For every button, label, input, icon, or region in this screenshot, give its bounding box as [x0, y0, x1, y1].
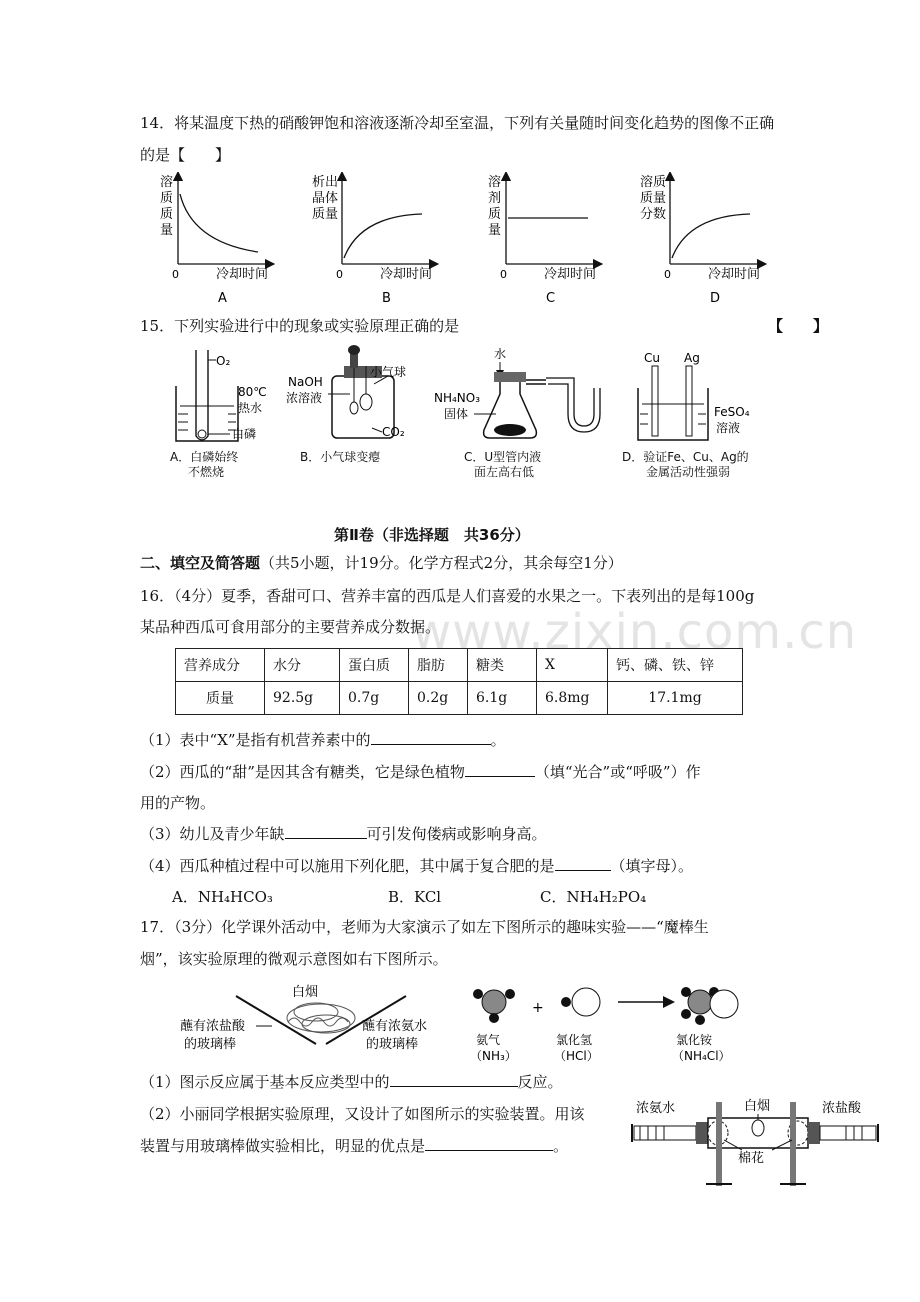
svg-text:热水: 热水: [238, 401, 263, 415]
origin-label: 0: [172, 268, 179, 281]
svg-text:蘸有浓氨水: 蘸有浓氨水: [362, 1019, 428, 1034]
tube-apparatus: [626, 1096, 890, 1188]
svg-text:氯化铵: 氯化铵: [676, 1033, 713, 1047]
svg-text:Cu: Cu: [644, 351, 660, 365]
table-cell: 质量: [176, 682, 265, 715]
graph-letter: B: [382, 291, 391, 306]
q16-stem-line2: 某品种西瓜可食用部分的主要营养成分数据。: [140, 618, 441, 636]
ammonium-chloride-molecule: [681, 987, 738, 1025]
graph-letter: A: [218, 291, 227, 306]
svg-text:溶液: 溶液: [716, 421, 741, 435]
answer-blank[interactable]: [371, 730, 491, 745]
table-cell: 水分: [265, 649, 340, 682]
table-cell: 脂肪: [409, 649, 468, 682]
svg-text:浓氨水: 浓氨水: [636, 1101, 676, 1116]
q16-sub3: （3）幼儿及青少年缺 可引发佝偻病或影响身高。: [140, 825, 547, 843]
table-cell: 6.1g: [468, 682, 537, 715]
table-cell: 6.8mg: [537, 682, 608, 715]
svg-text:+: +: [532, 1000, 544, 1016]
q15-stem: 15．下列实验进行中的现象或实验原理正确的是: [140, 317, 460, 335]
q15-caption-d1: D．验证Fe、Cu、Ag的: [622, 450, 749, 464]
svg-text:小气球: 小气球: [370, 365, 407, 379]
svg-text:水: 水: [494, 347, 507, 361]
y-label: 剂: [488, 191, 502, 206]
svg-text:蘸有浓盐酸: 蘸有浓盐酸: [180, 1019, 246, 1034]
curve: [672, 214, 750, 258]
y-label: 溶: [488, 175, 502, 190]
table-cell: 0.7g: [340, 682, 409, 715]
origin-label: 0: [664, 268, 671, 281]
y-label: 分数: [640, 207, 667, 222]
svg-text:80℃: 80℃: [238, 385, 267, 399]
table-cell: 蛋白质: [340, 649, 409, 682]
q14-stem-line1: 14．将某温度下热的硝酸钾饱和溶液逐渐冷却至室温，下列有关量随时间变化趋势的图像不正确: [140, 114, 775, 132]
x-label: 冷却时间: [216, 267, 269, 282]
answer-blank[interactable]: [555, 856, 611, 871]
y-label: 量: [488, 223, 502, 238]
q16-sub2-line2: 用的产物。: [140, 794, 216, 812]
graph-d: [640, 174, 762, 306]
svg-text:FeSO₄: FeSO₄: [714, 405, 750, 419]
q16-sub4: （4）西瓜种植过程中可以施用下列化肥，其中属于复合肥的是 （填字母）。: [140, 857, 694, 875]
svg-text:的玻璃棒: 的玻璃棒: [366, 1037, 419, 1052]
x-label: 冷却时间: [380, 267, 433, 282]
svg-text:（NH₄Cl）: （NH₄Cl）: [672, 1049, 731, 1063]
q15-bracket: 【 】: [768, 317, 829, 335]
svg-text:固体: 固体: [444, 407, 469, 421]
table-cell: X: [537, 649, 608, 682]
svg-text:氨气: 氨气: [476, 1033, 501, 1047]
q15-caption-c1: C．U型管内液: [464, 450, 542, 464]
answer-blank[interactable]: [425, 1136, 553, 1151]
section-heading: 二、填空及简答题（共5小题，计19分。化学方程式2分，其余每空1分）: [140, 554, 623, 572]
q15-apparatus-a: [168, 346, 278, 446]
q16-sub2: （2）西瓜的“甜”是因其含有糖类，它是绿色植物 （填“光合”或“呼吸”）作: [140, 763, 701, 781]
graph-letter: C: [546, 291, 556, 306]
svg-text:CO₂: CO₂: [382, 425, 405, 439]
answer-blank[interactable]: [465, 762, 535, 777]
y-label: 析出: [312, 175, 339, 190]
y-label: 溶质: [640, 175, 667, 190]
q16-sub1: （1）表中“X”是指有机营养素中的 。: [140, 731, 506, 749]
y-label: 质量: [640, 191, 667, 206]
svg-text:（HCl）: （HCl）: [554, 1049, 599, 1063]
graph-c: [488, 174, 598, 306]
q17-sub2-line1: （2）小丽同学根据实验原理，又设计了如图所示的实验装置。用该: [140, 1105, 585, 1123]
q15-apparatus-b: [284, 344, 414, 444]
magic-rod-figure: [176, 982, 446, 1062]
table-cell: 92.5g: [265, 682, 340, 715]
curve: [344, 214, 422, 258]
graph-b: [312, 174, 434, 306]
q17-stem-line1: 17．（3分）化学课外活动中，老师为大家演示了如左下图所示的趣味实验——“魔棒生: [140, 918, 709, 936]
q14-graphs: [140, 172, 780, 312]
y-label: 质: [160, 191, 174, 206]
table-cell: 钙、磷、铁、锌: [608, 649, 743, 682]
q15-apparatus-d: [630, 344, 770, 444]
watermark: www.zixin.com.cn: [412, 604, 858, 660]
hcl-molecule: [561, 988, 600, 1016]
q15-caption-c2: 面左高右低: [474, 465, 535, 479]
y-label: 质: [488, 207, 502, 222]
svg-text:NH₄NO₃: NH₄NO₃: [434, 391, 481, 405]
table-cell: 糖类: [468, 649, 537, 682]
q17-stem-line2: 烟”，该实验原理的微观示意图如右下图所示。: [140, 950, 448, 968]
answer-blank[interactable]: [285, 824, 367, 839]
part2-title: 第Ⅱ卷（非选择题 共36分）: [334, 526, 530, 544]
table-cell: 营养成分: [176, 649, 265, 682]
q16-option-c: C．NH₄H₂PO₄: [540, 888, 647, 906]
q17-sub2-line2: 装置与用玻璃棒做实验相比，明显的优点是 。: [140, 1137, 569, 1155]
svg-text:白烟: 白烟: [744, 1099, 771, 1114]
svg-text:白磷: 白磷: [232, 427, 257, 441]
table-header-row: [176, 649, 743, 682]
svg-text:Ag: Ag: [684, 351, 700, 365]
y-label: 晶体: [312, 191, 339, 206]
table-row: [176, 682, 743, 715]
x-label: 冷却时间: [544, 267, 597, 282]
table-cell: 0.2g: [409, 682, 468, 715]
y-label: 质量: [312, 207, 339, 222]
svg-text:棉花: 棉花: [738, 1151, 765, 1166]
curve: [180, 194, 258, 252]
q16-option-a: A．NH₄HCO₃: [172, 888, 273, 906]
svg-text:的玻璃棒: 的玻璃棒: [184, 1037, 237, 1052]
q15-caption-a2: 不燃烧: [188, 465, 225, 479]
svg-text:浓盐酸: 浓盐酸: [822, 1101, 862, 1116]
svg-text:氯化氢: 氯化氢: [556, 1033, 593, 1047]
origin-label: 0: [500, 268, 507, 281]
ammonia-molecule: [473, 989, 515, 1023]
graph-letter: D: [710, 291, 721, 306]
q14-stem-line2: 的是【 】: [140, 146, 231, 164]
q16-option-b: B．KCl: [388, 888, 442, 906]
y-label: 溶: [160, 175, 174, 190]
molecular-equation: [462, 986, 742, 1066]
svg-text:O₂: O₂: [216, 354, 231, 368]
x-label: 冷却时间: [708, 267, 761, 282]
q15-caption-a1: A．白磷始终: [170, 450, 239, 464]
svg-text:浓溶液: 浓溶液: [286, 391, 323, 405]
svg-text:白烟: 白烟: [292, 985, 319, 1000]
q17-sub1: （1）图示反应属于基本反应类型中的 反应。: [140, 1073, 563, 1091]
graph-a: [160, 174, 270, 306]
table-cell: 17.1mg: [608, 682, 743, 715]
q15-caption-d2: 金属活动性强弱: [646, 465, 731, 479]
answer-blank[interactable]: [390, 1072, 518, 1087]
q16-stem-line1: 16．（4分）夏季，香甜可口、营养丰富的西瓜是人们喜爱的水果之一。下表列出的是每100g: [140, 587, 755, 605]
q15-apparatus-c: [434, 344, 604, 444]
y-label: 质: [160, 207, 174, 222]
q15-caption-b: B．小气球变瘪: [300, 450, 381, 464]
origin-label: 0: [336, 268, 343, 281]
nutrition-table: [175, 648, 743, 715]
svg-text:NaOH: NaOH: [288, 375, 323, 389]
svg-text:（NH₃）: （NH₃）: [470, 1049, 517, 1063]
y-label: 量: [160, 223, 174, 238]
